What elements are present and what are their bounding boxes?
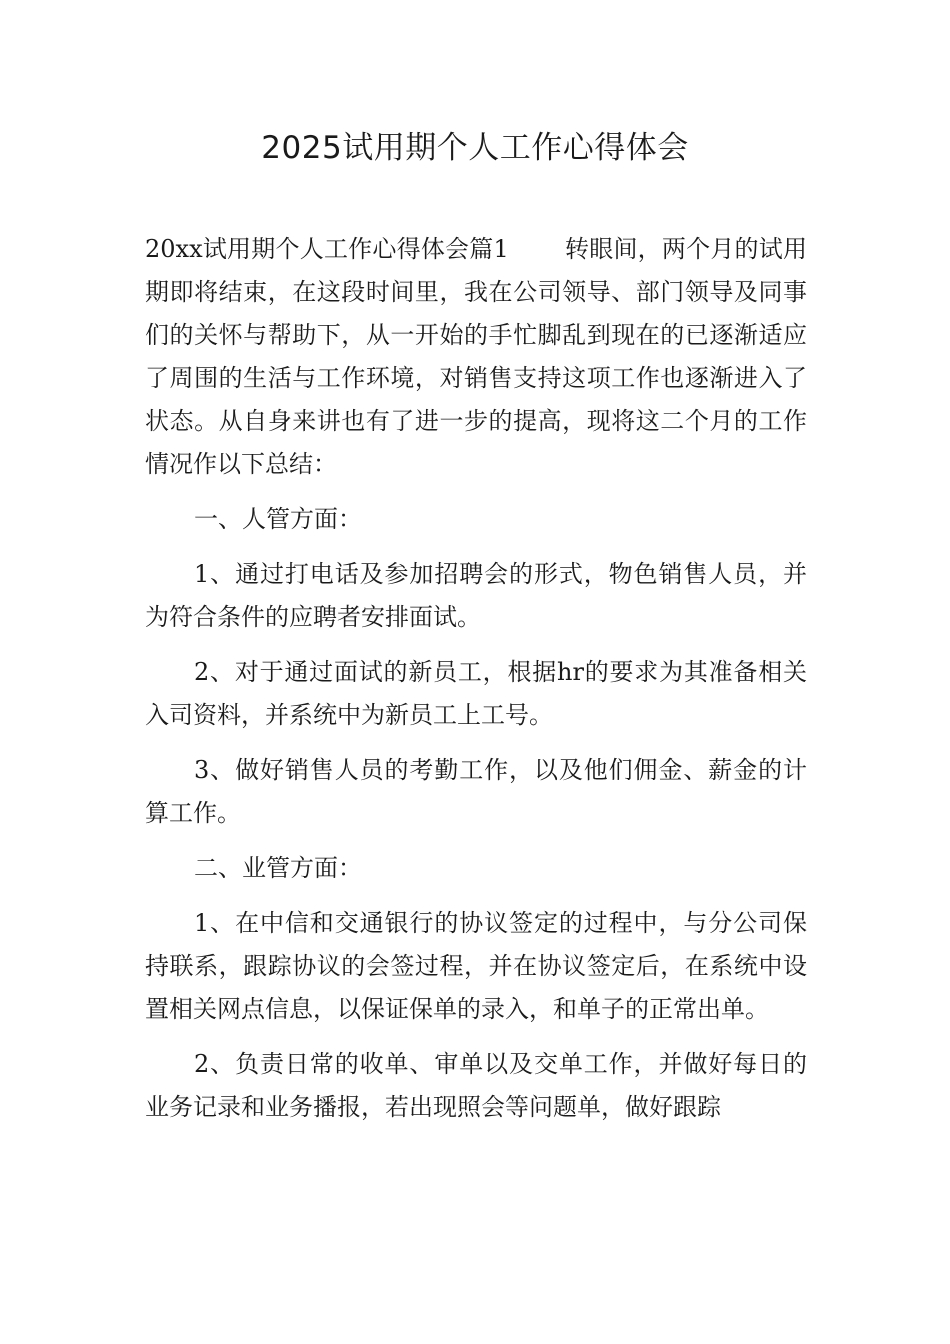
list-item: 2、对于通过面试的新员工，根据hr的要求为其准备相关入司资料，并系统中为新员工上工号。 bbox=[145, 658, 807, 729]
intro-paragraph bbox=[145, 228, 807, 486]
list-item: 2、负责日常的收单、审单以及交单工作，并做好每日的业务记录和业务播报，若出现照会等问题单，做好跟踪 bbox=[145, 1050, 807, 1121]
intro-heading: 20xx试用期个人工作心得体会篇1 bbox=[145, 235, 509, 263]
document-body bbox=[145, 228, 807, 1141]
document-title: 2025试用期个人工作心得体会 bbox=[261, 130, 689, 166]
list-item: 1、在中信和交通银行的协议签定的过程中，与分公司保持联系，跟踪协议的会签过程，并在协议签定后，在系统中设置相关网点信息，以保证保单的录入，和单子的正常出单。 bbox=[145, 909, 807, 1023]
list-item: 1、通过打电话及参加招聘会的形式，物色销售人员，并为符合条件的应聘者安排面试。 bbox=[145, 560, 807, 631]
intro-text: 转眼间，两个月的试用期即将结束，在这段时间里，我在公司领导、部门领导及同事们的关怀与帮助下，从一开始的手忙脚乱到现在的已逐渐适应了周围的生活与工作环境，对销售支持这项工作也逐渐进入了状态。从自身来讲也有了进一步的提高，现将这二个月的工作情况作以下总结： bbox=[145, 235, 808, 478]
section-heading: 二、业管方面： bbox=[194, 854, 362, 882]
list-item: 3、做好销售人员的考勤工作，以及他们佣金、薪金的计算工作。 bbox=[145, 756, 807, 827]
section-heading: 一、人管方面： bbox=[194, 505, 362, 533]
